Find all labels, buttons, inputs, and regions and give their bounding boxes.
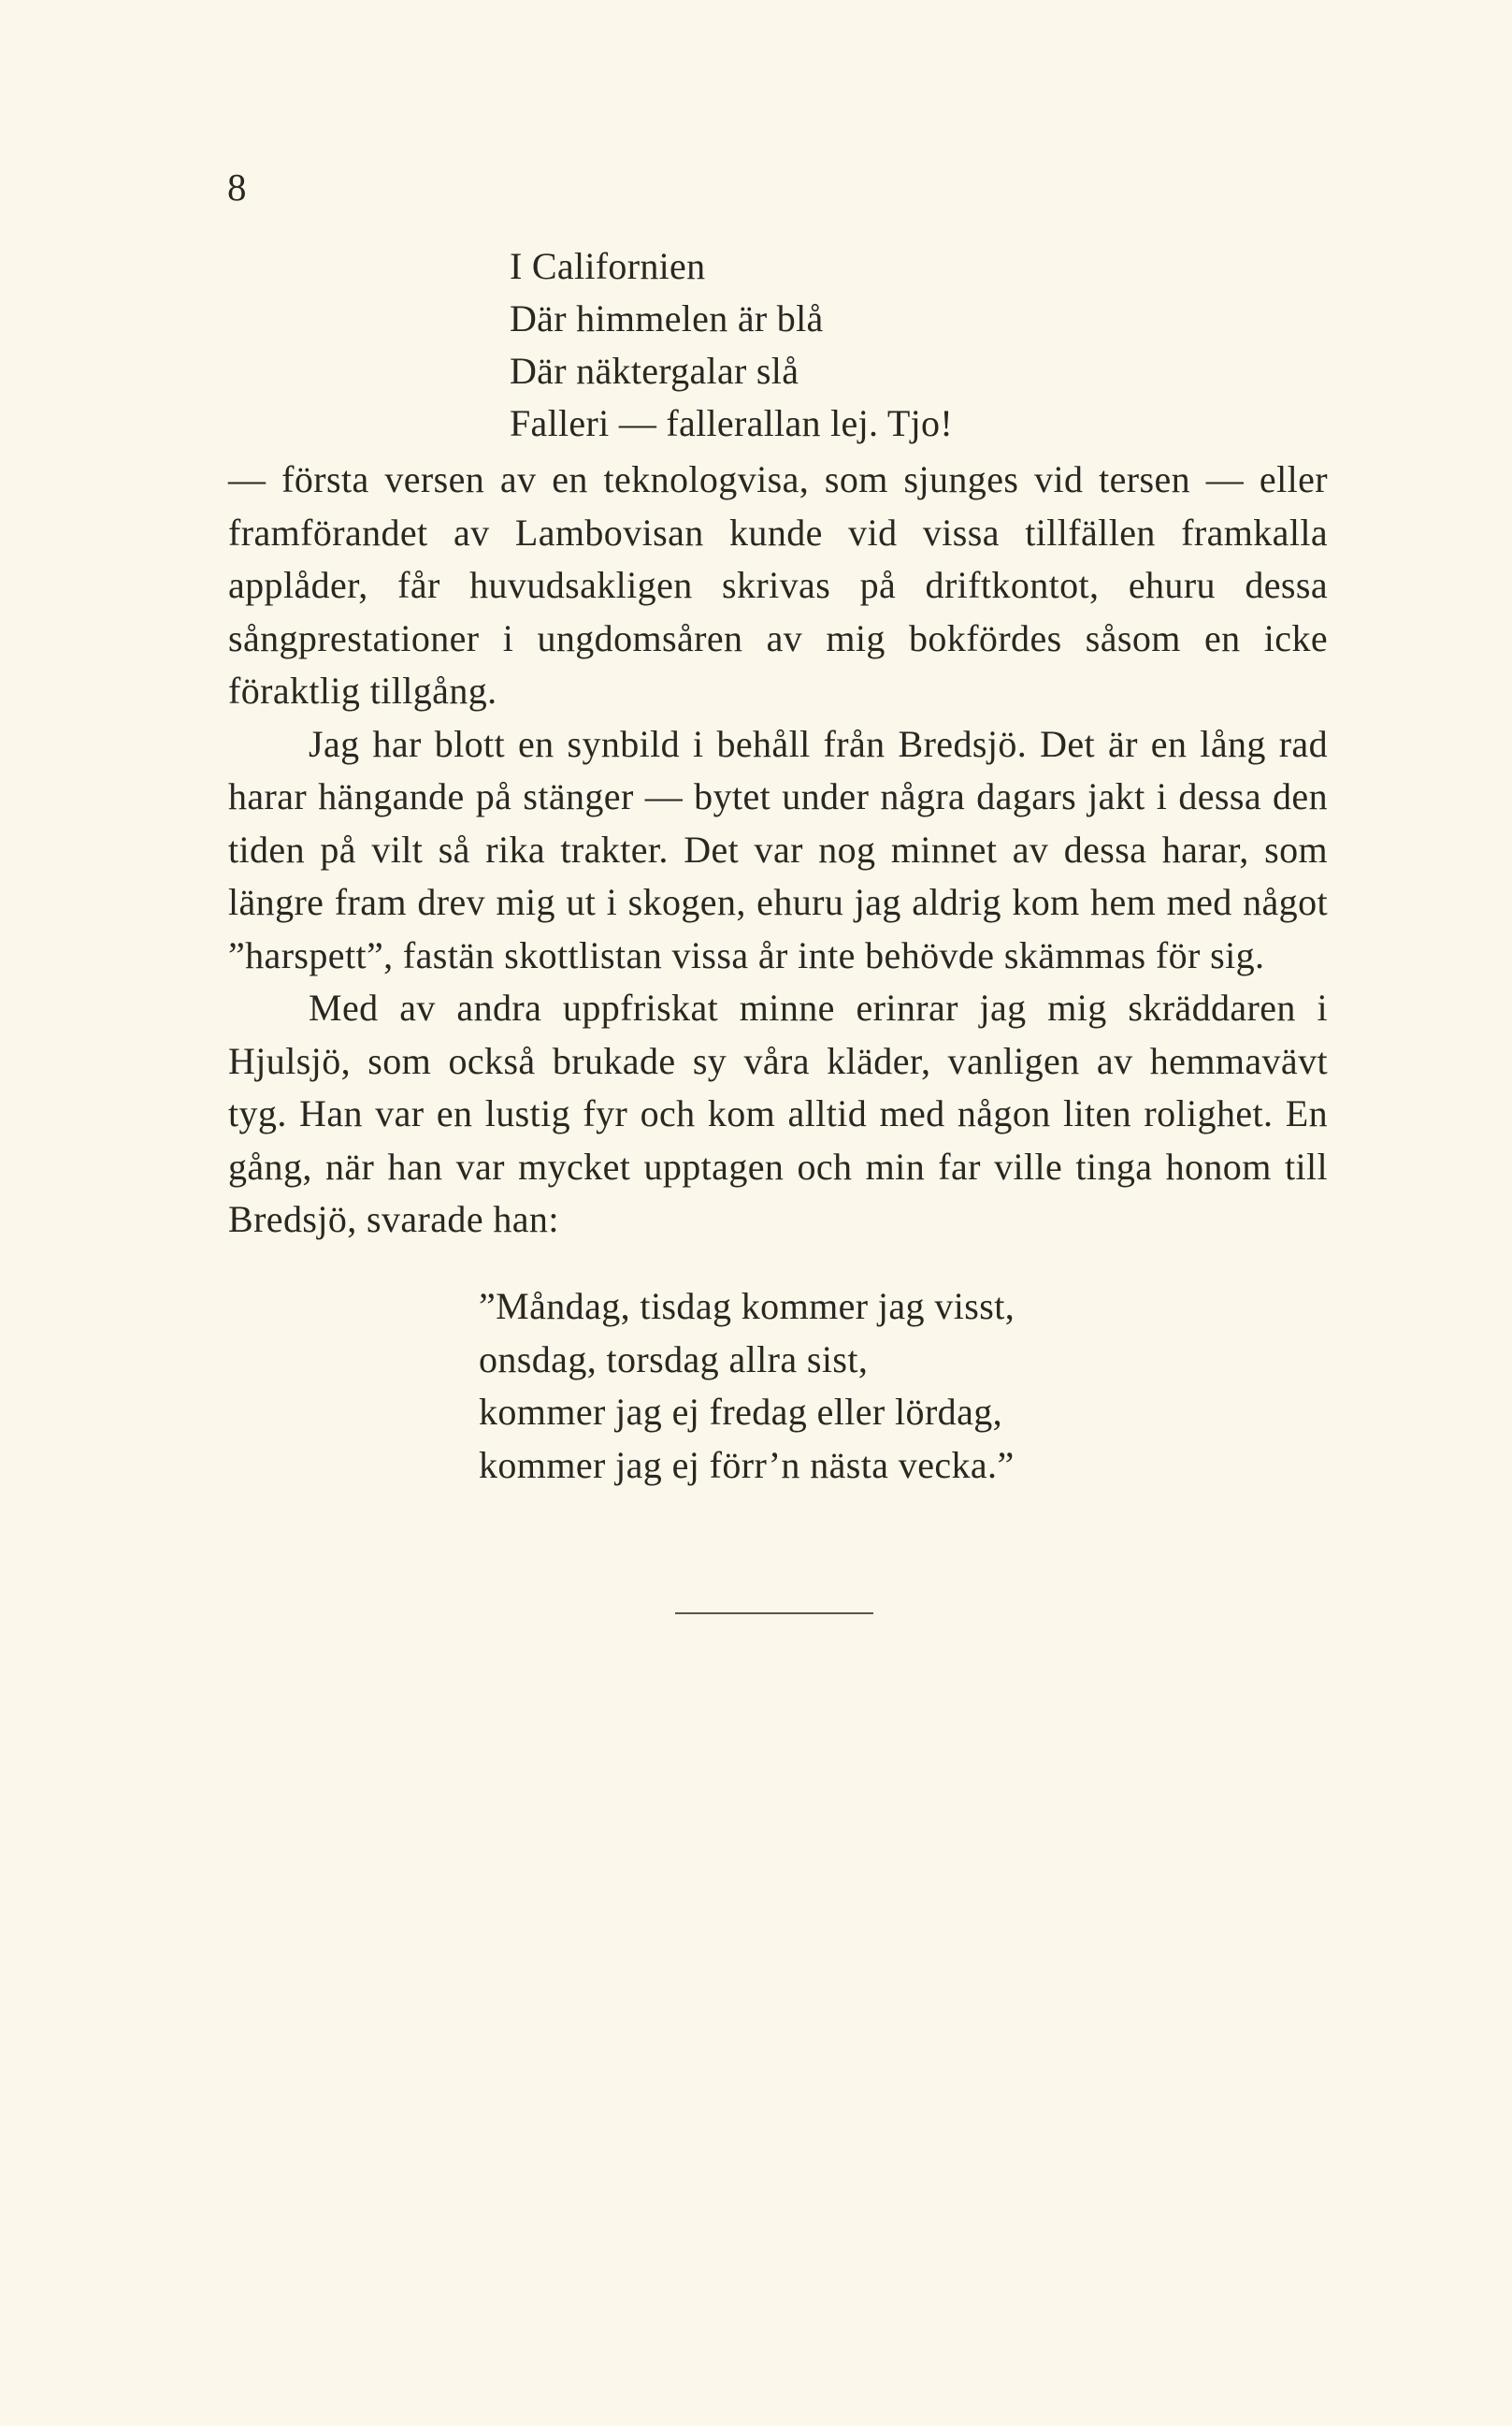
page-number: 8 <box>227 166 247 209</box>
quoted-verse <box>479 1280 1015 1492</box>
paragraph: Med av andra uppfriskat minne erinrar jag mig skräddaren i Hjulsjö, som också brukade sy våra kläder, vanligen av hemmavävt tyg. Han var en lustig fyr och kom alltid med någon liten rolighet. En gång, när han var mycket upptagen och min far ville tinga honom till Bredsjö, svarade han: <box>228 987 1328 1240</box>
body-text <box>228 454 1328 1247</box>
section-divider <box>675 1612 873 1614</box>
opening-verse <box>510 240 953 450</box>
verse-line: Där näktergalar slå <box>510 350 799 392</box>
verse-line: Där himmelen är blå <box>510 297 824 339</box>
verse-line: Falleri — fallerallan lej. Tjo! <box>510 402 953 444</box>
paragraph: — första versen av en teknologvisa, som sjunges vid tersen — eller framförandet av Lambovisan kunde vid vissa tillfällen framkalla applåder, får huvudsakligen skrivas på driftkontot, ehuru dessa sångprestationer i ungdomsåren av mig bokfördes såsom en icke föraktlig tillgång. <box>228 458 1328 712</box>
verse-line: ”Måndag, tisdag kommer jag visst, <box>479 1285 1015 1327</box>
verse-line: onsdag, torsdag allra sist, <box>479 1337 869 1380</box>
verse-line: kommer jag ej fredag eller lördag, <box>479 1391 1003 1433</box>
verse-line: I Californien <box>510 245 706 287</box>
paragraph: Jag har blott en synbild i behåll från Bredsjö. Det är en lång rad harar hängande på stänger — bytet under några dagars jakt i dessa den tiden på vilt så rika trakter. Det var nog minnet av dessa harar, som längre fram drev mig ut i skogen, ehuru jag aldrig kom hem med något ”harspett”, fastän skottlistan vissa år inte behövde skämmas för sig. <box>228 722 1328 976</box>
verse-line: kommer jag ej förr’n nästa vecka.” <box>479 1443 1015 1486</box>
